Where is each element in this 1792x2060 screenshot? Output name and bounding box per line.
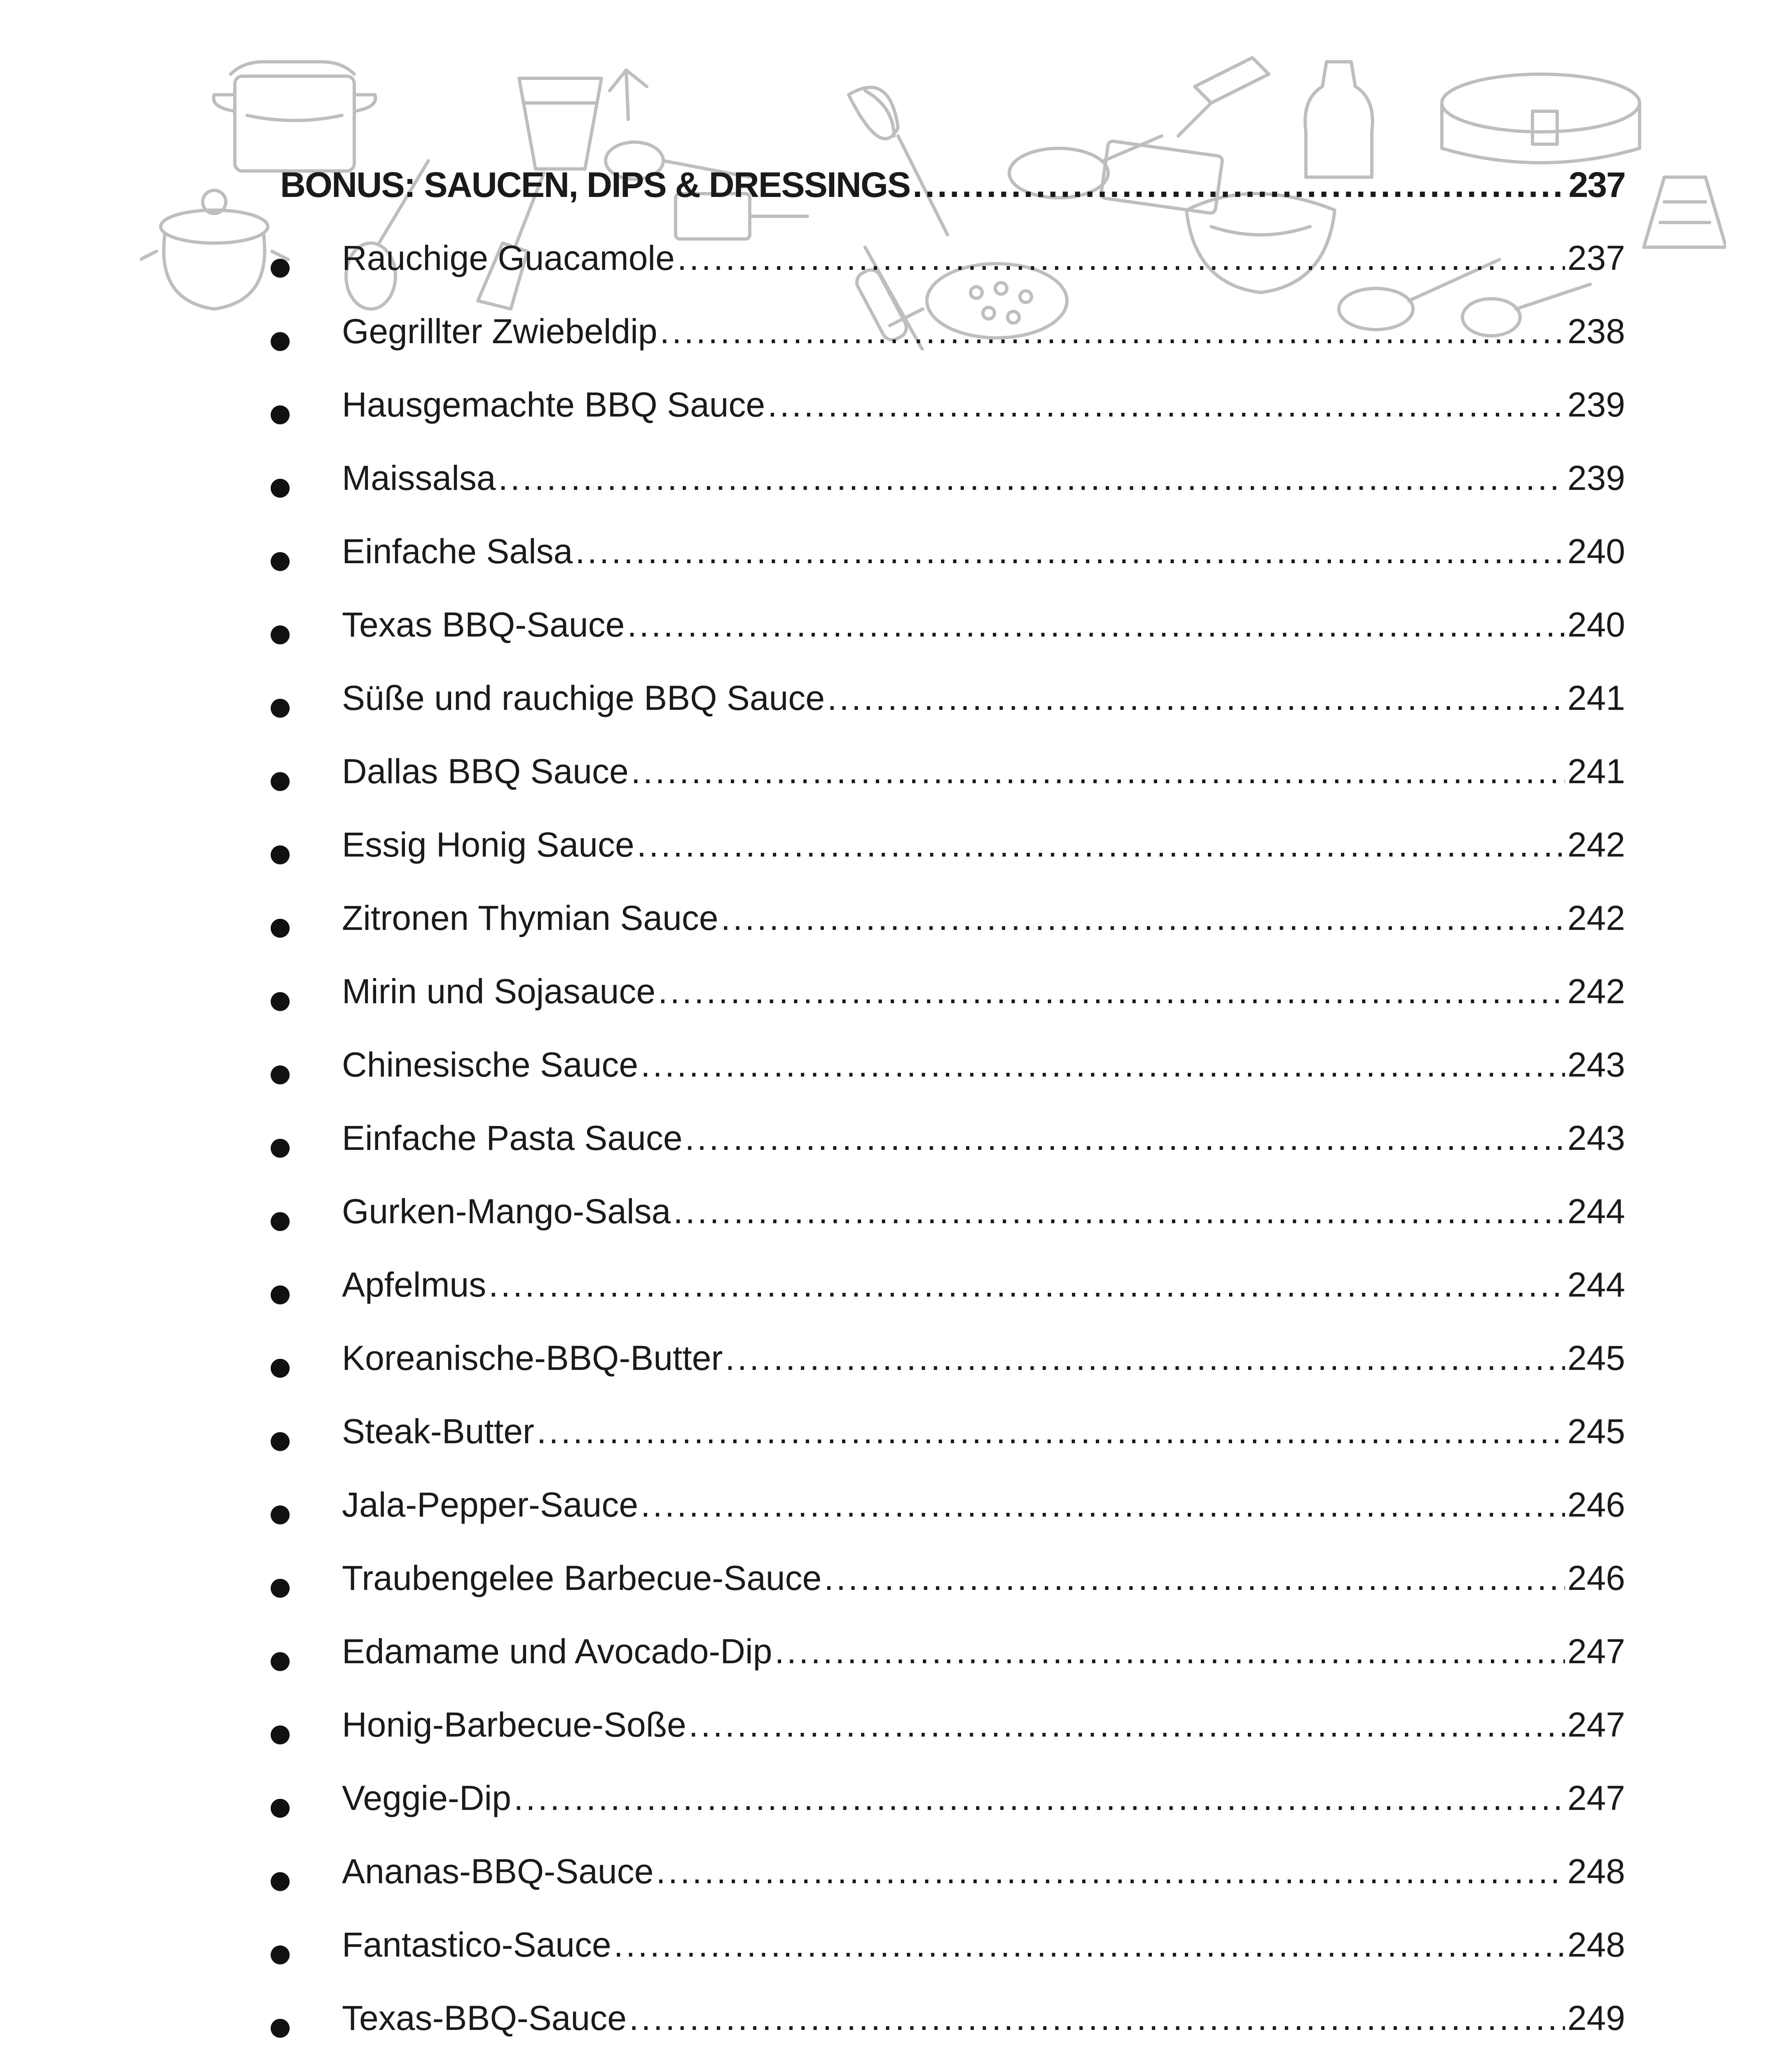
dot-leader bbox=[629, 1998, 1565, 2038]
stock-pot-icon bbox=[214, 62, 376, 171]
bullet-icon bbox=[271, 992, 290, 1011]
entry-page-number: 240 bbox=[1567, 532, 1625, 571]
entry-page-number: 246 bbox=[1567, 1485, 1625, 1524]
dot-leader bbox=[774, 1632, 1565, 1671]
toc-entry[interactable] bbox=[280, 1925, 1625, 1998]
spoon-icon bbox=[606, 70, 750, 179]
dot-leader bbox=[514, 1778, 1565, 1818]
entry-title: Texas-BBQ-Sauce bbox=[342, 1999, 627, 2037]
glass-icon bbox=[519, 78, 601, 169]
toc-section-heading[interactable] bbox=[280, 165, 1625, 238]
bullet-icon bbox=[271, 2019, 290, 2038]
bullet-icon bbox=[271, 1065, 290, 1084]
entry-page-number: 244 bbox=[1567, 1265, 1625, 1304]
entry-page-number: 241 bbox=[1567, 752, 1625, 791]
entry-page-number: 246 bbox=[1567, 1559, 1625, 1597]
dot-leader bbox=[689, 1705, 1565, 1745]
toc-entry[interactable] bbox=[280, 1338, 1625, 1412]
toc-entry[interactable] bbox=[280, 1705, 1625, 1778]
entry-title: Gegrillter Zwiebeldip bbox=[342, 312, 657, 351]
section-title: BONUS: SAUCEN, DIPS & DRESSINGS bbox=[280, 165, 910, 205]
bullet-icon bbox=[271, 1725, 290, 1744]
dot-leader bbox=[824, 1558, 1565, 1598]
bottle-icon bbox=[1305, 62, 1372, 177]
grater-icon bbox=[1644, 177, 1726, 247]
dot-leader bbox=[827, 678, 1565, 718]
dot-leader bbox=[614, 1925, 1565, 1965]
entry-title: Koreanische-BBQ-Butter bbox=[342, 1339, 723, 1377]
entry-page-number: 240 bbox=[1567, 605, 1625, 644]
entry-page-number: 244 bbox=[1567, 1192, 1625, 1231]
bullet-icon bbox=[271, 259, 290, 278]
entry-title: Rauchige Guacamole bbox=[342, 239, 675, 277]
entry-page-number: 238 bbox=[1567, 312, 1625, 351]
entry-page-number: 242 bbox=[1567, 899, 1625, 937]
entry-title: Maissalsa bbox=[342, 459, 496, 497]
toc-entry[interactable] bbox=[280, 1632, 1625, 1705]
entry-page-number: 243 bbox=[1567, 1119, 1625, 1157]
entry-page-number: 247 bbox=[1567, 1705, 1625, 1744]
entry-title: Mirin und Sojasauce bbox=[342, 972, 656, 1011]
dot-leader bbox=[767, 385, 1565, 425]
entry-page-number: 239 bbox=[1567, 385, 1625, 424]
entry-page-number: 242 bbox=[1567, 825, 1625, 864]
dot-leader bbox=[641, 1045, 1565, 1085]
entry-title: Zitronen Thymian Sauce bbox=[342, 899, 718, 937]
entry-page-number: 245 bbox=[1567, 1412, 1625, 1451]
bullet-icon bbox=[271, 1432, 290, 1451]
entry-page-number: 237 bbox=[1567, 239, 1625, 277]
entry-title: Apfelmus bbox=[342, 1265, 487, 1304]
toc-entry[interactable] bbox=[280, 1045, 1625, 1118]
bullet-icon bbox=[271, 1139, 290, 1158]
toc-entry[interactable] bbox=[280, 1192, 1625, 1265]
springform-pan-icon bbox=[1442, 74, 1640, 163]
bullet-icon bbox=[271, 405, 290, 424]
dot-leader bbox=[489, 1265, 1565, 1305]
bullet-icon bbox=[271, 845, 290, 864]
bullet-icon bbox=[271, 332, 290, 351]
toc-entry[interactable] bbox=[280, 458, 1625, 531]
dot-leader bbox=[537, 1412, 1565, 1451]
toc-entry[interactable] bbox=[280, 1558, 1625, 1632]
dot-leader bbox=[658, 971, 1565, 1011]
toc-entry[interactable] bbox=[280, 751, 1625, 825]
dot-leader bbox=[660, 311, 1565, 351]
dot-leader bbox=[656, 1852, 1565, 1891]
entry-title: Einfache Salsa bbox=[342, 532, 573, 571]
entry-title: Edamame und Avocado-Dip bbox=[342, 1632, 772, 1671]
lidded-pot-icon bbox=[140, 190, 288, 309]
entry-title: Fantastico-Sauce bbox=[342, 1925, 611, 1964]
toc-entry[interactable] bbox=[280, 1118, 1625, 1192]
bullet-icon bbox=[271, 1652, 290, 1671]
bullet-icon bbox=[271, 1505, 290, 1524]
table-of-contents bbox=[280, 165, 1625, 2060]
toc-entry[interactable] bbox=[280, 385, 1625, 458]
dot-leader bbox=[677, 238, 1565, 278]
bullet-icon bbox=[271, 1285, 290, 1304]
entry-page-number: 249 bbox=[1567, 1999, 1625, 2037]
bullet-icon bbox=[271, 699, 290, 718]
entry-title: Dallas BBQ Sauce bbox=[342, 752, 629, 791]
bullet-icon bbox=[271, 625, 290, 644]
dot-leader bbox=[912, 165, 1566, 206]
dot-leader bbox=[627, 605, 1565, 645]
bullet-icon bbox=[271, 919, 290, 938]
dot-leader bbox=[685, 1118, 1565, 1158]
dot-leader bbox=[725, 1338, 1565, 1378]
entry-title: Chinesische Sauce bbox=[342, 1045, 639, 1084]
dot-leader bbox=[631, 751, 1565, 791]
bullet-icon bbox=[271, 1212, 290, 1231]
toc-entry[interactable] bbox=[280, 971, 1625, 1045]
entry-title: Steak-Butter bbox=[342, 1412, 534, 1451]
entry-page-number: 247 bbox=[1567, 1779, 1625, 1817]
entry-title: Essig Honig Sauce bbox=[342, 825, 634, 864]
entry-title: Texas BBQ-Sauce bbox=[342, 605, 625, 644]
toc-entry[interactable] bbox=[280, 1412, 1625, 1485]
entry-title: Einfache Pasta Sauce bbox=[342, 1119, 683, 1157]
bullet-icon bbox=[271, 552, 290, 571]
toc-entry[interactable] bbox=[280, 238, 1625, 311]
entry-page-number: 239 bbox=[1567, 459, 1625, 497]
dot-leader bbox=[575, 531, 1565, 571]
entry-page-number: 245 bbox=[1567, 1339, 1625, 1377]
entry-title: Süße und rauchige BBQ Sauce bbox=[342, 679, 825, 717]
toc-entry[interactable] bbox=[280, 531, 1625, 605]
toc-entry[interactable] bbox=[280, 898, 1625, 971]
entry-page-number: 241 bbox=[1567, 679, 1625, 717]
dot-leader bbox=[498, 458, 1565, 498]
entry-title: Honig-Barbecue-Soße bbox=[342, 1705, 686, 1744]
toc-entry[interactable] bbox=[280, 1778, 1625, 1852]
entry-title: Gurken-Mango-Salsa bbox=[342, 1192, 671, 1231]
knife-icon bbox=[1178, 58, 1269, 136]
entry-page-number: 242 bbox=[1567, 972, 1625, 1011]
dot-leader bbox=[641, 1485, 1565, 1525]
toc-entry[interactable] bbox=[280, 1485, 1625, 1558]
entry-page-number: 243 bbox=[1567, 1045, 1625, 1084]
entry-page-number: 248 bbox=[1567, 1852, 1625, 1891]
toc-entry[interactable] bbox=[280, 678, 1625, 751]
entry-page-number: 247 bbox=[1567, 1632, 1625, 1671]
toc-entry[interactable] bbox=[280, 1265, 1625, 1338]
entry-title: Traubengelee Barbecue-Sauce bbox=[342, 1559, 822, 1597]
bullet-icon bbox=[271, 479, 290, 498]
entry-title: Hausgemachte BBQ Sauce bbox=[342, 385, 765, 424]
bullet-icon bbox=[271, 772, 290, 791]
dot-leader bbox=[637, 825, 1565, 865]
bullet-icon bbox=[271, 1799, 290, 1818]
toc-entry[interactable] bbox=[280, 1852, 1625, 1925]
dot-leader bbox=[721, 898, 1565, 938]
entry-title: Veggie-Dip bbox=[342, 1779, 511, 1817]
toc-entry[interactable] bbox=[280, 1998, 1625, 2060]
section-page-number: 237 bbox=[1568, 165, 1625, 205]
bullet-icon bbox=[271, 1579, 290, 1598]
entry-page-number: 248 bbox=[1567, 1925, 1625, 1964]
toc-entry[interactable] bbox=[280, 311, 1625, 385]
dot-leader bbox=[673, 1192, 1565, 1231]
bullet-icon bbox=[271, 1945, 290, 1964]
toc-entry[interactable] bbox=[280, 605, 1625, 678]
entry-title: Jala-Pepper-Sauce bbox=[342, 1485, 639, 1524]
bullet-icon bbox=[271, 1359, 290, 1378]
toc-entry[interactable] bbox=[280, 825, 1625, 898]
toc-entry-list bbox=[280, 238, 1625, 2060]
entry-title: Ananas-BBQ-Sauce bbox=[342, 1852, 654, 1891]
bullet-icon bbox=[271, 1872, 290, 1891]
